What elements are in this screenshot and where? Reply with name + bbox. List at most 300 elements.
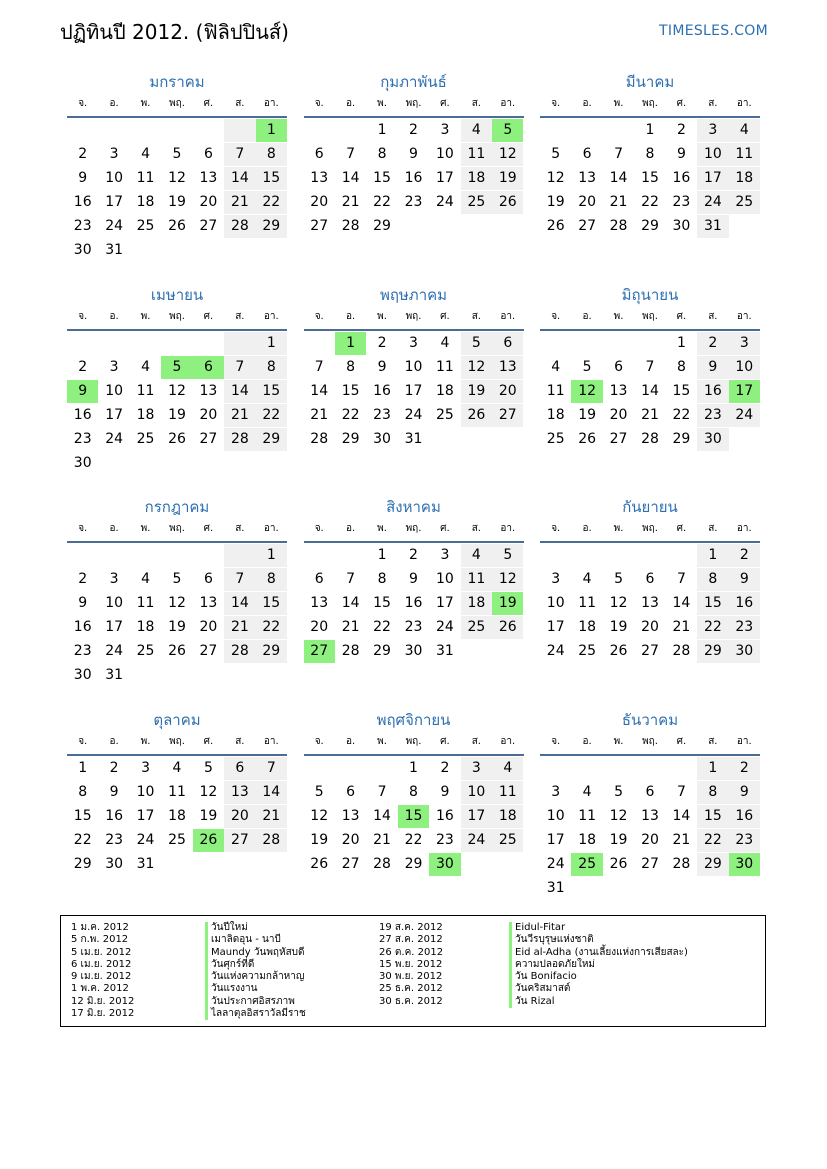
day-cell[interactable]: 23 [73,218,92,234]
day-cell[interactable]: 17 [105,619,124,635]
day-cell[interactable]: 4 [141,146,151,162]
day-cell[interactable]: 6 [614,359,624,375]
day-cell[interactable]: 21 [641,407,659,423]
day-cell[interactable]: 3 [551,571,561,587]
day-cell[interactable]: 18 [461,592,492,615]
day-cell[interactable]: 15 [373,170,391,186]
day-cell[interactable]: 19 [168,194,186,210]
day-cell[interactable]: 8 [377,571,387,587]
day-cell[interactable]: 2 [377,335,387,351]
day-cell[interactable]: 29 [341,431,360,447]
day-cell[interactable]: 14 [672,808,691,824]
day-cell[interactable]: 22 [672,407,691,423]
day-cell[interactable]: 17 [105,407,124,423]
day-cell[interactable]: 28 [224,640,255,663]
day-cell[interactable]: 8 [256,568,287,591]
day-cell[interactable]: 6 [193,356,224,379]
day-cell[interactable]: 17 [546,832,565,848]
day-cell[interactable]: 20 [199,407,218,423]
day-cell[interactable]: 16 [672,170,691,186]
day-cell[interactable]: 15 [697,805,728,828]
day-cell[interactable]: 25 [136,218,155,234]
day-cell[interactable]: 29 [697,853,728,876]
day-cell[interactable]: 2 [697,332,728,355]
day-cell[interactable]: 16 [436,808,454,824]
day-cell[interactable]: 30 [429,853,460,876]
day-cell[interactable]: 4 [172,760,182,776]
day-cell[interactable]: 31 [436,643,454,659]
day-cell[interactable]: 2 [729,757,760,780]
day-cell[interactable]: 11 [436,359,454,375]
day-cell[interactable]: 5 [551,146,561,162]
day-cell[interactable]: 29 [404,856,423,872]
day-cell[interactable]: 30 [729,640,760,663]
day-cell[interactable]: 10 [461,781,492,804]
day-cell[interactable]: 18 [136,407,155,423]
day-cell[interactable]: 10 [546,808,565,824]
day-cell[interactable]: 23 [729,829,760,852]
day-cell[interactable]: 7 [256,757,287,780]
day-cell[interactable]: 30 [73,455,92,471]
day-cell[interactable]: 1 [697,757,728,780]
day-cell[interactable]: 11 [168,784,186,800]
day-cell[interactable]: 24 [136,832,155,848]
day-cell[interactable]: 4 [582,784,592,800]
day-cell[interactable]: 27 [199,643,218,659]
day-cell[interactable]: 7 [346,146,356,162]
day-cell[interactable]: 14 [310,383,329,399]
day-cell[interactable]: 15 [641,170,659,186]
day-cell[interactable]: 24 [697,191,728,214]
day-cell[interactable]: 18 [546,407,565,423]
day-cell[interactable]: 21 [224,616,255,639]
day-cell[interactable]: 27 [341,856,360,872]
day-cell[interactable]: 24 [436,194,454,210]
day-cell[interactable]: 25 [546,431,565,447]
day-cell[interactable]: 20 [341,832,360,848]
day-cell[interactable]: 1 [409,760,418,776]
day-cell[interactable]: 24 [546,856,565,872]
day-cell[interactable]: 17 [404,383,423,399]
day-cell[interactable]: 25 [571,853,602,876]
day-cell[interactable]: 4 [582,571,592,587]
day-cell[interactable]: 1 [335,332,366,355]
day-cell[interactable]: 1 [256,332,287,355]
day-cell[interactable]: 25 [436,407,454,423]
day-cell[interactable]: 11 [546,383,565,399]
day-cell[interactable]: 25 [578,643,597,659]
day-cell[interactable]: 26 [609,643,628,659]
day-cell[interactable]: 22 [404,832,423,848]
day-cell[interactable]: 4 [141,359,151,375]
day-cell[interactable]: 12 [310,808,329,824]
day-cell[interactable]: 11 [578,595,597,611]
day-cell[interactable]: 17 [546,619,565,635]
day-cell[interactable]: 15 [341,383,360,399]
day-cell[interactable]: 7 [377,784,387,800]
day-cell[interactable]: 11 [729,143,760,166]
day-cell[interactable]: 27 [641,856,659,872]
day-cell[interactable]: 13 [310,170,329,186]
day-cell[interactable]: 9 [78,595,88,611]
day-cell[interactable]: 6 [314,571,324,587]
day-cell[interactable]: 23 [404,619,423,635]
day-cell[interactable]: 26 [492,616,523,639]
day-cell[interactable]: 29 [373,218,391,234]
day-cell[interactable]: 26 [168,431,186,447]
day-cell[interactable]: 14 [373,808,391,824]
day-cell[interactable]: 26 [492,191,523,214]
day-cell[interactable]: 7 [314,359,324,375]
day-cell[interactable]: 10 [436,571,454,587]
day-cell[interactable]: 15 [256,167,287,190]
day-cell[interactable]: 12 [492,143,523,166]
day-cell[interactable]: 11 [136,170,155,186]
day-cell[interactable]: 29 [256,428,287,451]
day-cell[interactable]: 3 [440,547,450,563]
day-cell[interactable]: 29 [641,218,659,234]
day-cell[interactable]: 12 [168,383,186,399]
day-cell[interactable]: 9 [697,356,728,379]
day-cell[interactable]: 12 [571,380,602,403]
day-cell[interactable]: 5 [461,332,492,355]
day-cell[interactable]: 3 [440,122,450,138]
day-cell[interactable]: 12 [492,568,523,591]
day-cell[interactable]: 29 [697,640,728,663]
day-cell[interactable]: 20 [310,194,329,210]
day-cell[interactable]: 6 [224,757,255,780]
day-cell[interactable]: 21 [373,832,391,848]
day-cell[interactable]: 1 [256,544,287,567]
day-cell[interactable]: 10 [697,143,728,166]
day-cell[interactable]: 16 [73,619,92,635]
day-cell[interactable]: 27 [492,404,523,427]
day-cell[interactable]: 23 [404,194,423,210]
day-cell[interactable]: 30 [73,242,92,258]
day-cell[interactable]: 13 [199,383,218,399]
day-cell[interactable]: 18 [168,808,186,824]
day-cell[interactable]: 26 [609,856,628,872]
day-cell[interactable]: 3 [109,146,119,162]
day-cell[interactable]: 4 [141,571,151,587]
day-cell[interactable]: 11 [136,595,155,611]
day-cell[interactable]: 5 [314,784,324,800]
day-cell[interactable]: 14 [641,383,659,399]
day-cell[interactable]: 23 [436,832,454,848]
day-cell[interactable]: 25 [492,829,523,852]
day-cell[interactable]: 10 [546,595,565,611]
day-cell[interactable]: 9 [440,784,450,800]
day-cell[interactable]: 1 [676,335,686,351]
day-cell[interactable]: 24 [729,404,760,427]
day-cell[interactable]: 18 [578,619,597,635]
day-cell[interactable]: 4 [461,544,492,567]
day-cell[interactable]: 9 [729,568,760,591]
day-cell[interactable]: 7 [614,146,624,162]
day-cell[interactable]: 14 [341,595,360,611]
brand-link[interactable]: TIMESLES.COM [659,23,768,39]
day-cell[interactable]: 27 [304,640,335,663]
day-cell[interactable]: 17 [436,595,454,611]
day-cell[interactable]: 10 [105,383,124,399]
day-cell[interactable]: 21 [672,832,691,848]
day-cell[interactable]: 19 [492,167,523,190]
day-cell[interactable]: 15 [697,592,728,615]
day-cell[interactable]: 29 [256,215,287,238]
day-cell[interactable]: 27 [310,218,329,234]
day-cell[interactable]: 9 [729,781,760,804]
day-cell[interactable]: 21 [224,404,255,427]
day-cell[interactable]: 22 [697,616,728,639]
day-cell[interactable]: 2 [78,359,88,375]
day-cell[interactable]: 30 [373,431,391,447]
day-cell[interactable]: 1 [377,122,387,138]
day-cell[interactable]: 18 [136,619,155,635]
day-cell[interactable]: 30 [105,856,124,872]
day-cell[interactable]: 21 [341,194,360,210]
day-cell[interactable]: 25 [136,431,155,447]
day-cell[interactable]: 22 [697,829,728,852]
day-cell[interactable]: 3 [551,784,561,800]
day-cell[interactable]: 18 [436,383,454,399]
day-cell[interactable]: 29 [73,856,92,872]
day-cell[interactable]: 9 [676,146,686,162]
day-cell[interactable]: 15 [672,383,691,399]
day-cell[interactable]: 11 [461,568,492,591]
day-cell[interactable]: 9 [409,146,418,162]
day-cell[interactable]: 20 [578,194,597,210]
day-cell[interactable]: 15 [373,595,391,611]
day-cell[interactable]: 19 [609,619,628,635]
day-cell[interactable]: 13 [199,170,218,186]
day-cell[interactable]: 19 [492,592,523,615]
day-cell[interactable]: 28 [672,643,691,659]
day-cell[interactable]: 11 [461,143,492,166]
day-cell[interactable]: 6 [203,146,213,162]
day-cell[interactable]: 8 [346,359,356,375]
day-cell[interactable]: 20 [199,619,218,635]
day-cell[interactable]: 22 [256,191,287,214]
day-cell[interactable]: 5 [614,571,624,587]
day-cell[interactable]: 6 [645,784,655,800]
day-cell[interactable]: 26 [168,643,186,659]
day-cell[interactable]: 5 [172,146,182,162]
day-cell[interactable]: 13 [224,781,255,804]
day-cell[interactable]: 29 [672,431,691,447]
day-cell[interactable]: 9 [67,380,98,403]
day-cell[interactable]: 17 [729,380,760,403]
day-cell[interactable]: 2 [409,122,418,138]
day-cell[interactable]: 4 [492,757,523,780]
day-cell[interactable]: 8 [697,568,728,591]
day-cell[interactable]: 25 [168,832,186,848]
day-cell[interactable]: 16 [105,808,124,824]
day-cell[interactable]: 12 [461,356,492,379]
day-cell[interactable]: 24 [105,218,124,234]
day-cell[interactable]: 24 [105,643,124,659]
day-cell[interactable]: 16 [73,194,92,210]
day-cell[interactable]: 7 [645,359,655,375]
day-cell[interactable]: 31 [404,431,423,447]
day-cell[interactable]: 10 [404,359,423,375]
day-cell[interactable]: 16 [404,170,423,186]
day-cell[interactable]: 21 [224,191,255,214]
day-cell[interactable]: 26 [168,218,186,234]
day-cell[interactable]: 26 [578,431,597,447]
day-cell[interactable]: 11 [492,781,523,804]
day-cell[interactable]: 30 [697,428,728,451]
day-cell[interactable]: 20 [641,832,659,848]
day-cell[interactable]: 18 [136,194,155,210]
day-cell[interactable]: 24 [436,619,454,635]
day-cell[interactable]: 22 [373,194,391,210]
day-cell[interactable]: 28 [641,431,659,447]
day-cell[interactable]: 1 [645,122,655,138]
day-cell[interactable]: 13 [641,808,659,824]
day-cell[interactable]: 2 [729,544,760,567]
day-cell[interactable]: 28 [224,215,255,238]
day-cell[interactable]: 28 [373,856,391,872]
day-cell[interactable]: 5 [161,356,192,379]
day-cell[interactable]: 8 [256,143,287,166]
day-cell[interactable]: 28 [672,856,691,872]
day-cell[interactable]: 19 [168,407,186,423]
day-cell[interactable]: 11 [136,383,155,399]
day-cell[interactable]: 2 [78,146,88,162]
day-cell[interactable]: 22 [341,407,360,423]
day-cell[interactable]: 21 [341,619,360,635]
day-cell[interactable]: 12 [168,170,186,186]
day-cell[interactable]: 23 [697,404,728,427]
day-cell[interactable]: 13 [641,595,659,611]
day-cell[interactable]: 9 [377,359,387,375]
day-cell[interactable]: 15 [398,805,429,828]
day-cell[interactable]: 7 [224,356,255,379]
day-cell[interactable]: 19 [546,194,565,210]
day-cell[interactable]: 19 [461,380,492,403]
day-cell[interactable]: 8 [645,146,655,162]
day-cell[interactable]: 28 [310,431,329,447]
day-cell[interactable]: 24 [105,431,124,447]
day-cell[interactable]: 12 [609,808,628,824]
day-cell[interactable]: 16 [729,592,760,615]
day-cell[interactable]: 5 [172,571,182,587]
day-cell[interactable]: 18 [492,805,523,828]
day-cell[interactable]: 20 [224,805,255,828]
day-cell[interactable]: 21 [609,194,628,210]
day-cell[interactable]: 24 [546,643,565,659]
day-cell[interactable]: 25 [729,191,760,214]
day-cell[interactable]: 17 [436,170,454,186]
day-cell[interactable]: 16 [729,805,760,828]
day-cell[interactable]: 17 [697,167,728,190]
day-cell[interactable]: 27 [199,218,218,234]
day-cell[interactable]: 19 [168,619,186,635]
day-cell[interactable]: 31 [105,242,124,258]
day-cell[interactable]: 16 [404,595,423,611]
day-cell[interactable]: 5 [614,784,624,800]
day-cell[interactable]: 1 [256,119,287,142]
day-cell[interactable]: 22 [641,194,659,210]
day-cell[interactable]: 3 [109,571,119,587]
day-cell[interactable]: 3 [729,332,760,355]
day-cell[interactable]: 14 [224,592,255,615]
day-cell[interactable]: 23 [373,407,391,423]
day-cell[interactable]: 16 [697,380,728,403]
day-cell[interactable]: 15 [256,592,287,615]
day-cell[interactable]: 23 [729,616,760,639]
day-cell[interactable]: 10 [436,146,454,162]
day-cell[interactable]: 27 [224,829,255,852]
day-cell[interactable]: 25 [136,643,155,659]
day-cell[interactable]: 31 [136,856,155,872]
day-cell[interactable]: 1 [78,760,88,776]
day-cell[interactable]: 17 [461,805,492,828]
day-cell[interactable]: 20 [199,194,218,210]
day-cell[interactable]: 27 [609,431,628,447]
day-cell[interactable]: 1 [377,547,387,563]
day-cell[interactable]: 12 [168,595,186,611]
day-cell[interactable]: 2 [440,760,450,776]
day-cell[interactable]: 7 [224,568,255,591]
day-cell[interactable]: 26 [310,856,329,872]
day-cell[interactable]: 28 [341,643,360,659]
day-cell[interactable]: 4 [729,119,760,142]
day-cell[interactable]: 21 [310,407,329,423]
day-cell[interactable]: 31 [105,667,124,683]
day-cell[interactable]: 26 [546,218,565,234]
day-cell[interactable]: 5 [582,359,592,375]
day-cell[interactable]: 17 [136,808,155,824]
day-cell[interactable]: 9 [78,170,88,186]
day-cell[interactable]: 3 [409,335,418,351]
day-cell[interactable]: 9 [409,571,418,587]
day-cell[interactable]: 6 [203,571,213,587]
day-cell[interactable]: 6 [492,332,523,355]
day-cell[interactable]: 14 [341,170,360,186]
day-cell[interactable]: 16 [73,407,92,423]
day-cell[interactable]: 25 [461,616,492,639]
day-cell[interactable]: 13 [578,170,597,186]
day-cell[interactable]: 8 [697,781,728,804]
day-cell[interactable]: 3 [697,119,728,142]
day-cell[interactable]: 13 [310,595,329,611]
day-cell[interactable]: 3 [109,359,119,375]
day-cell[interactable]: 8 [256,356,287,379]
day-cell[interactable]: 19 [310,832,329,848]
day-cell[interactable]: 4 [461,119,492,142]
day-cell[interactable]: 29 [256,640,287,663]
day-cell[interactable]: 7 [224,143,255,166]
day-cell[interactable]: 14 [609,170,628,186]
day-cell[interactable]: 17 [105,194,124,210]
day-cell[interactable]: 8 [409,784,418,800]
day-cell[interactable]: 26 [193,829,224,852]
day-cell[interactable]: 18 [578,832,597,848]
day-cell[interactable]: 12 [609,595,628,611]
day-cell[interactable]: 2 [78,571,88,587]
day-cell[interactable]: 23 [105,832,124,848]
day-cell[interactable]: 8 [78,784,88,800]
day-cell[interactable]: 28 [609,218,628,234]
day-cell[interactable]: 26 [461,404,492,427]
day-cell[interactable]: 5 [492,119,523,142]
day-cell[interactable]: 8 [676,359,686,375]
day-cell[interactable]: 27 [578,218,597,234]
day-cell[interactable]: 4 [551,359,561,375]
day-cell[interactable]: 23 [73,431,92,447]
day-cell[interactable]: 20 [310,619,329,635]
